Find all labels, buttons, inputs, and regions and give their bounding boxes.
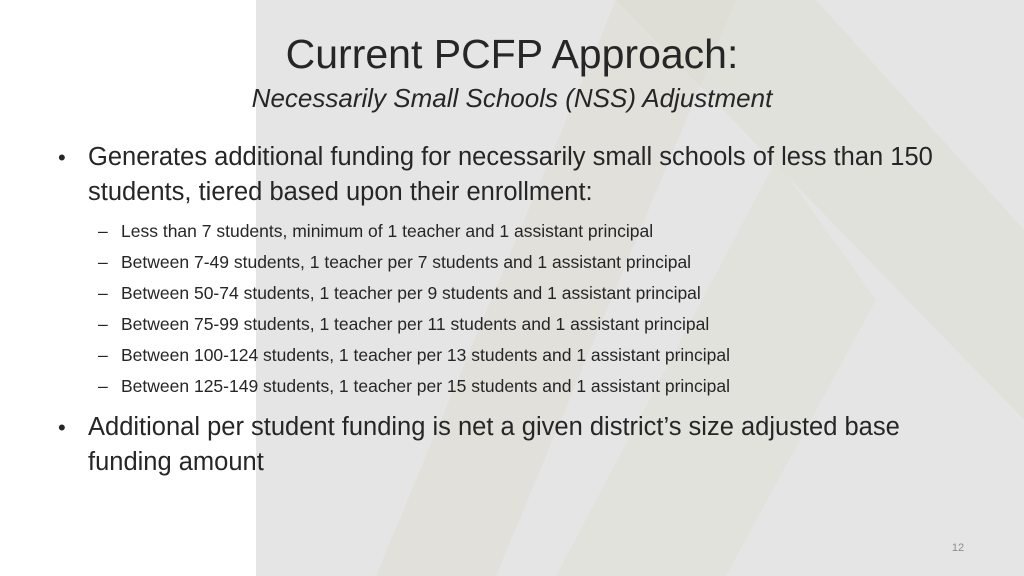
bullet-marker: • — [58, 145, 66, 170]
slide-subtitle: Necessarily Small Schools (NSS) Adjustment — [251, 83, 773, 113]
sub-bullet-text: Between 7-49 students, 1 teacher per 7 students and 1 assistant principal — [121, 252, 692, 272]
bullet-item — [58, 140, 978, 210]
sub-bullet-item — [58, 247, 978, 278]
sub-bullet-text: Between 50-74 students, 1 teacher per 9 students and 1 assistant principal — [121, 283, 701, 303]
sub-bullet-text: Between 125-149 students, 1 teacher per 15 students and 1 assistant principal — [121, 376, 731, 396]
slide-content — [58, 140, 978, 480]
sub-bullet-item — [58, 278, 978, 309]
sub-bullet-text: Less than 7 students, minimum of 1 teacher and 1 assistant principal — [121, 221, 654, 241]
slide-title: Current PCFP Approach: — [285, 31, 739, 77]
sub-bullet-marker: – — [98, 221, 108, 241]
title-block — [0, 30, 1024, 114]
bullet-item — [58, 410, 978, 480]
sub-bullet-text: Between 100-124 students, 1 teacher per 13 students and 1 assistant principal — [121, 345, 731, 365]
bullet-text: Generates additional funding for necessarily small schools of less than 150 students, tiered based upon their enrollment: — [88, 143, 933, 206]
bullet-marker: • — [58, 415, 66, 440]
sub-bullet-item — [58, 340, 978, 371]
sub-bullet-item — [58, 371, 978, 402]
sub-bullet-list — [58, 216, 978, 402]
page-number: 12 — [951, 542, 965, 554]
sub-bullet-marker: – — [98, 376, 108, 396]
sub-bullet-marker: – — [98, 283, 108, 303]
sub-bullet-item — [58, 216, 978, 247]
sub-bullet-text: Between 75-99 students, 1 teacher per 11 students and 1 assistant principal — [121, 314, 710, 334]
sub-bullet-marker: – — [98, 345, 108, 365]
sub-bullet-marker: – — [98, 314, 108, 334]
sub-bullet-marker: – — [98, 252, 108, 272]
bullet-text: Additional per student funding is net a given district’s size adjusted base funding amount — [88, 413, 900, 476]
sub-bullet-item — [58, 309, 978, 340]
